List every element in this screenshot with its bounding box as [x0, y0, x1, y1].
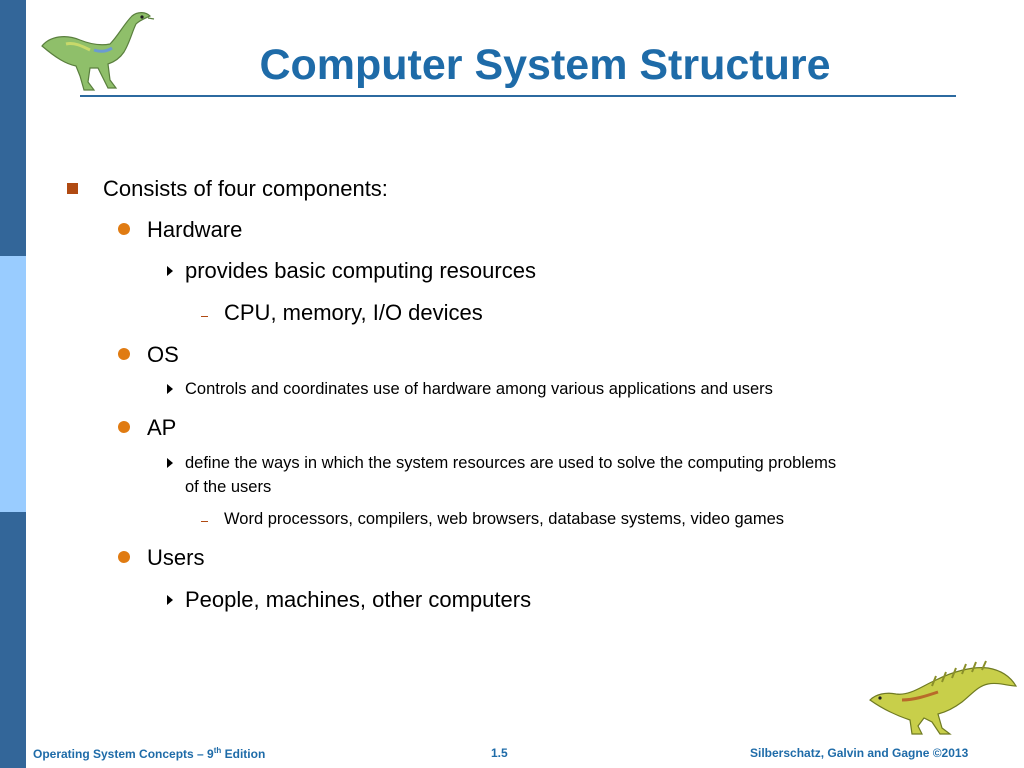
- ap-description-line2: of the users: [185, 478, 272, 496]
- arrow-bullet-icon: [167, 458, 173, 468]
- os-label: OS: [147, 342, 179, 367]
- dot-bullet-icon: [118, 421, 130, 433]
- footer-page-number: 1.5: [491, 746, 508, 760]
- dinosaur-logo-icon: [862, 656, 1022, 738]
- footer-book-title-sup: th: [213, 746, 222, 755]
- users-label: Users: [147, 545, 205, 570]
- footer-authors: Silberschatz, Galvin and Gagne ©2013: [750, 746, 969, 760]
- dash-bullet-icon: [201, 521, 208, 522]
- ap-detail: Word processors, compilers, web browsers, database systems, video games: [224, 510, 785, 528]
- sidebar-top-block: [0, 0, 26, 256]
- ap-description-line1: define the ways in which the system resources are used to solve the computing problems: [185, 454, 837, 472]
- hardware-description: provides basic computing resources: [185, 258, 536, 283]
- slide-title: Computer System Structure: [259, 41, 831, 89]
- hardware-detail: CPU, memory, I/O devices: [224, 300, 483, 325]
- os-description: Controls and coordinates use of hardware among various applications and users: [185, 380, 773, 398]
- arrow-bullet-icon: [167, 384, 173, 394]
- footer-book-title-suffix: Edition: [221, 747, 266, 761]
- square-bullet-icon: [67, 183, 78, 194]
- sidebar-bottom-block: [0, 512, 26, 768]
- sidebar-middle-block: [0, 256, 26, 512]
- footer-book-title-prefix: Operating System Concepts – 9: [33, 747, 214, 761]
- dot-bullet-icon: [118, 223, 130, 235]
- main-bullet-text: Consists of four components:: [103, 176, 388, 201]
- dot-bullet-icon: [118, 551, 130, 563]
- title-divider: [80, 95, 956, 97]
- hardware-label: Hardware: [147, 217, 243, 242]
- arrow-bullet-icon: [167, 595, 173, 605]
- left-sidebar: [0, 0, 26, 768]
- dinosaur-logo-icon: [36, 6, 158, 96]
- arrow-bullet-icon: [167, 266, 173, 276]
- footer-book-title: [33, 746, 265, 761]
- dot-bullet-icon: [118, 348, 130, 360]
- ap-label: AP: [147, 415, 177, 440]
- dash-bullet-icon: [201, 316, 208, 317]
- users-description: People, machines, other computers: [185, 587, 532, 612]
